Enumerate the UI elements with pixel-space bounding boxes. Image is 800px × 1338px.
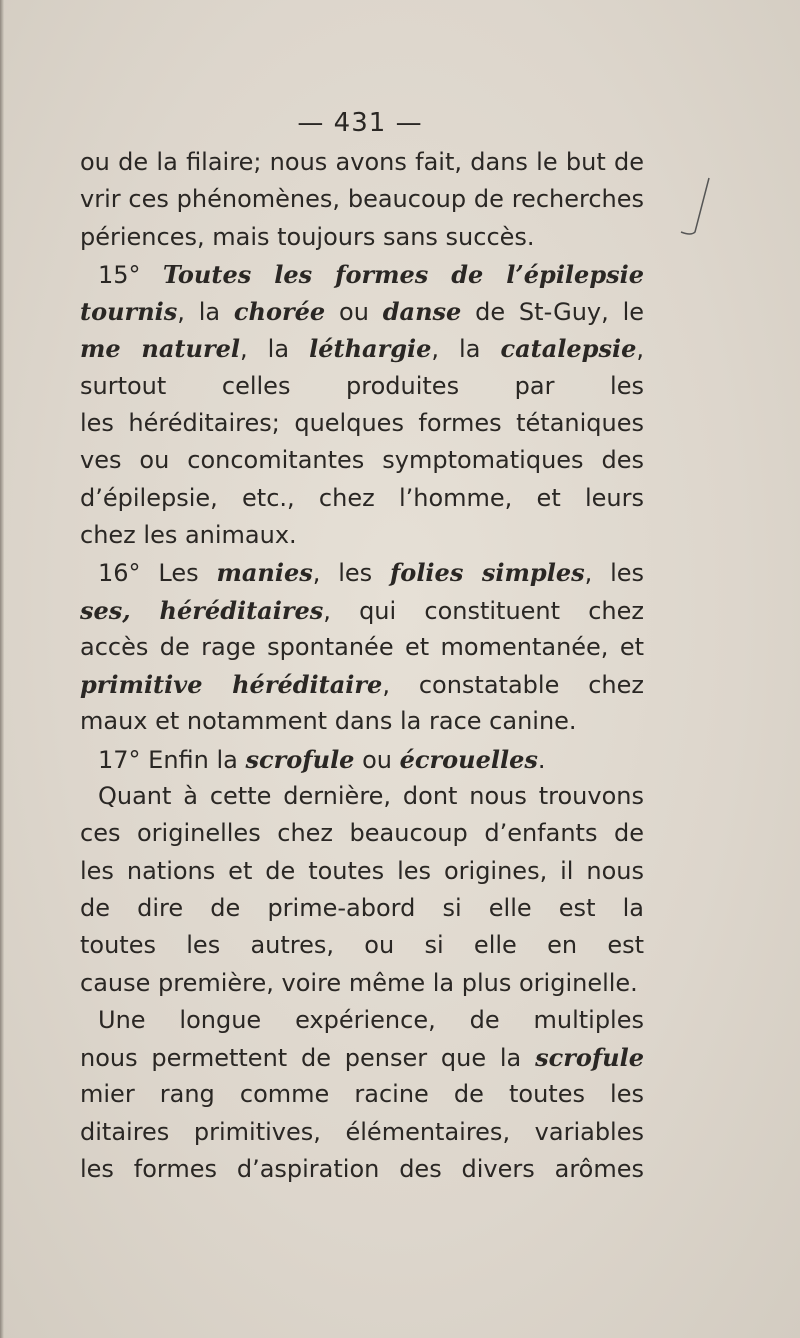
text-run: accès de rage spontanée et momentanée, et	[80, 632, 644, 661]
text-run: vrir ces phénomènes, beaucoup de recherches	[80, 185, 644, 214]
page-number: — 431 —	[297, 108, 423, 138]
italic-term: tournis	[80, 297, 178, 327]
italic-term: Toutes les formes de l’épilepsie	[162, 259, 644, 289]
italic-term: catalepsie	[500, 334, 637, 364]
italic-term: folies simples	[389, 558, 585, 588]
text-run: , la	[240, 335, 310, 364]
italic-term: chorée	[233, 297, 326, 327]
margin-pencil-mark	[673, 176, 713, 236]
text-line	[80, 480, 644, 517]
text-line	[80, 890, 644, 927]
text-run: ou	[325, 298, 383, 327]
text-line	[80, 1039, 644, 1076]
text-run: ou de la filaire; nous avons fait, dans le but de	[80, 148, 644, 176]
text-line	[80, 741, 644, 778]
text-line	[80, 1076, 644, 1113]
text-run: , qui constituent chez	[323, 596, 644, 625]
text-run: , constatable chez	[382, 671, 644, 700]
text-run: ou	[354, 745, 400, 774]
text-run: maux et notamment dans la race canine.	[80, 707, 577, 736]
text-line	[80, 293, 644, 330]
text-line	[80, 517, 644, 554]
text-run: de dire de prime-abord si elle est la	[80, 893, 644, 922]
text-run: les héréditaires; quelques formes tétaniques	[80, 409, 644, 438]
text-run: 15°	[98, 260, 163, 289]
italic-term: léthargie	[309, 334, 432, 364]
text-line	[80, 181, 644, 218]
text-line	[80, 853, 644, 890]
text-run: les nations et de toutes les origines, il nous	[80, 856, 644, 885]
text-run: surtout celles produites par les	[80, 371, 644, 400]
text-run: Quant à cette dernière, dont nous trouvons	[98, 782, 644, 811]
italic-term: scrofule	[245, 744, 355, 774]
italic-term: scrofule	[535, 1043, 644, 1073]
text-line	[80, 405, 644, 442]
text-run: ditaires primitives, élémentaires, variables	[80, 1117, 644, 1146]
text-line	[80, 144, 644, 181]
text-line	[80, 1002, 644, 1039]
text-run: Une longue expérience, de multiples	[98, 1005, 644, 1034]
text-line	[80, 629, 644, 666]
text-run: d’épilepsie, etc., chez l’homme, et leurs	[80, 483, 644, 512]
body-text	[80, 144, 644, 1188]
text-line	[80, 256, 644, 293]
text-line	[80, 778, 644, 815]
text-run: cause première, voire même la plus originelle.	[80, 968, 638, 997]
text-run: mier rang comme racine de toutes les	[80, 1080, 644, 1109]
italic-term: manies	[216, 558, 313, 588]
text-line	[80, 703, 644, 740]
italic-term: me naturel	[80, 334, 240, 364]
text-run: les formes d’aspiration des divers arômes	[80, 1155, 644, 1184]
italic-term: danse	[382, 297, 462, 327]
page-edge	[0, 0, 4, 1338]
text-run: périences, mais toujours sans succès.	[80, 222, 535, 251]
text-line	[80, 1151, 644, 1188]
text-run: toutes les autres, ou si elle en est	[80, 931, 644, 960]
text-line	[80, 592, 644, 629]
text-line	[80, 815, 644, 852]
italic-term: primitive héréditaire	[80, 670, 383, 700]
text-run: nous permettent de penser que la	[80, 1044, 536, 1073]
text-run: , la	[431, 335, 501, 364]
text-run: .	[537, 745, 546, 774]
text-line	[80, 666, 644, 703]
italic-term: écrouelles	[399, 744, 538, 774]
text-line	[80, 219, 644, 256]
text-run: , la	[177, 298, 234, 327]
text-run: 17° Enfin la	[98, 745, 246, 774]
text-line	[80, 554, 644, 591]
text-run: de St-Guy, le	[461, 298, 644, 327]
text-line	[80, 927, 644, 964]
text-line	[80, 442, 644, 479]
text-run: , les	[312, 559, 390, 588]
text-run: ,	[636, 335, 644, 364]
text-line	[80, 965, 644, 1002]
text-line	[80, 330, 644, 367]
text-run: , les	[584, 559, 644, 588]
text-line	[80, 368, 644, 405]
italic-term: ses, héréditaires	[80, 595, 324, 625]
text-run: chez les animaux.	[80, 520, 297, 549]
text-run: 16° Les	[98, 559, 217, 588]
text-line	[80, 1114, 644, 1151]
text-run: ces originelles chez beaucoup d’enfants de	[80, 819, 644, 848]
text-run: ves ou concomitantes symptomatiques des	[80, 446, 644, 475]
